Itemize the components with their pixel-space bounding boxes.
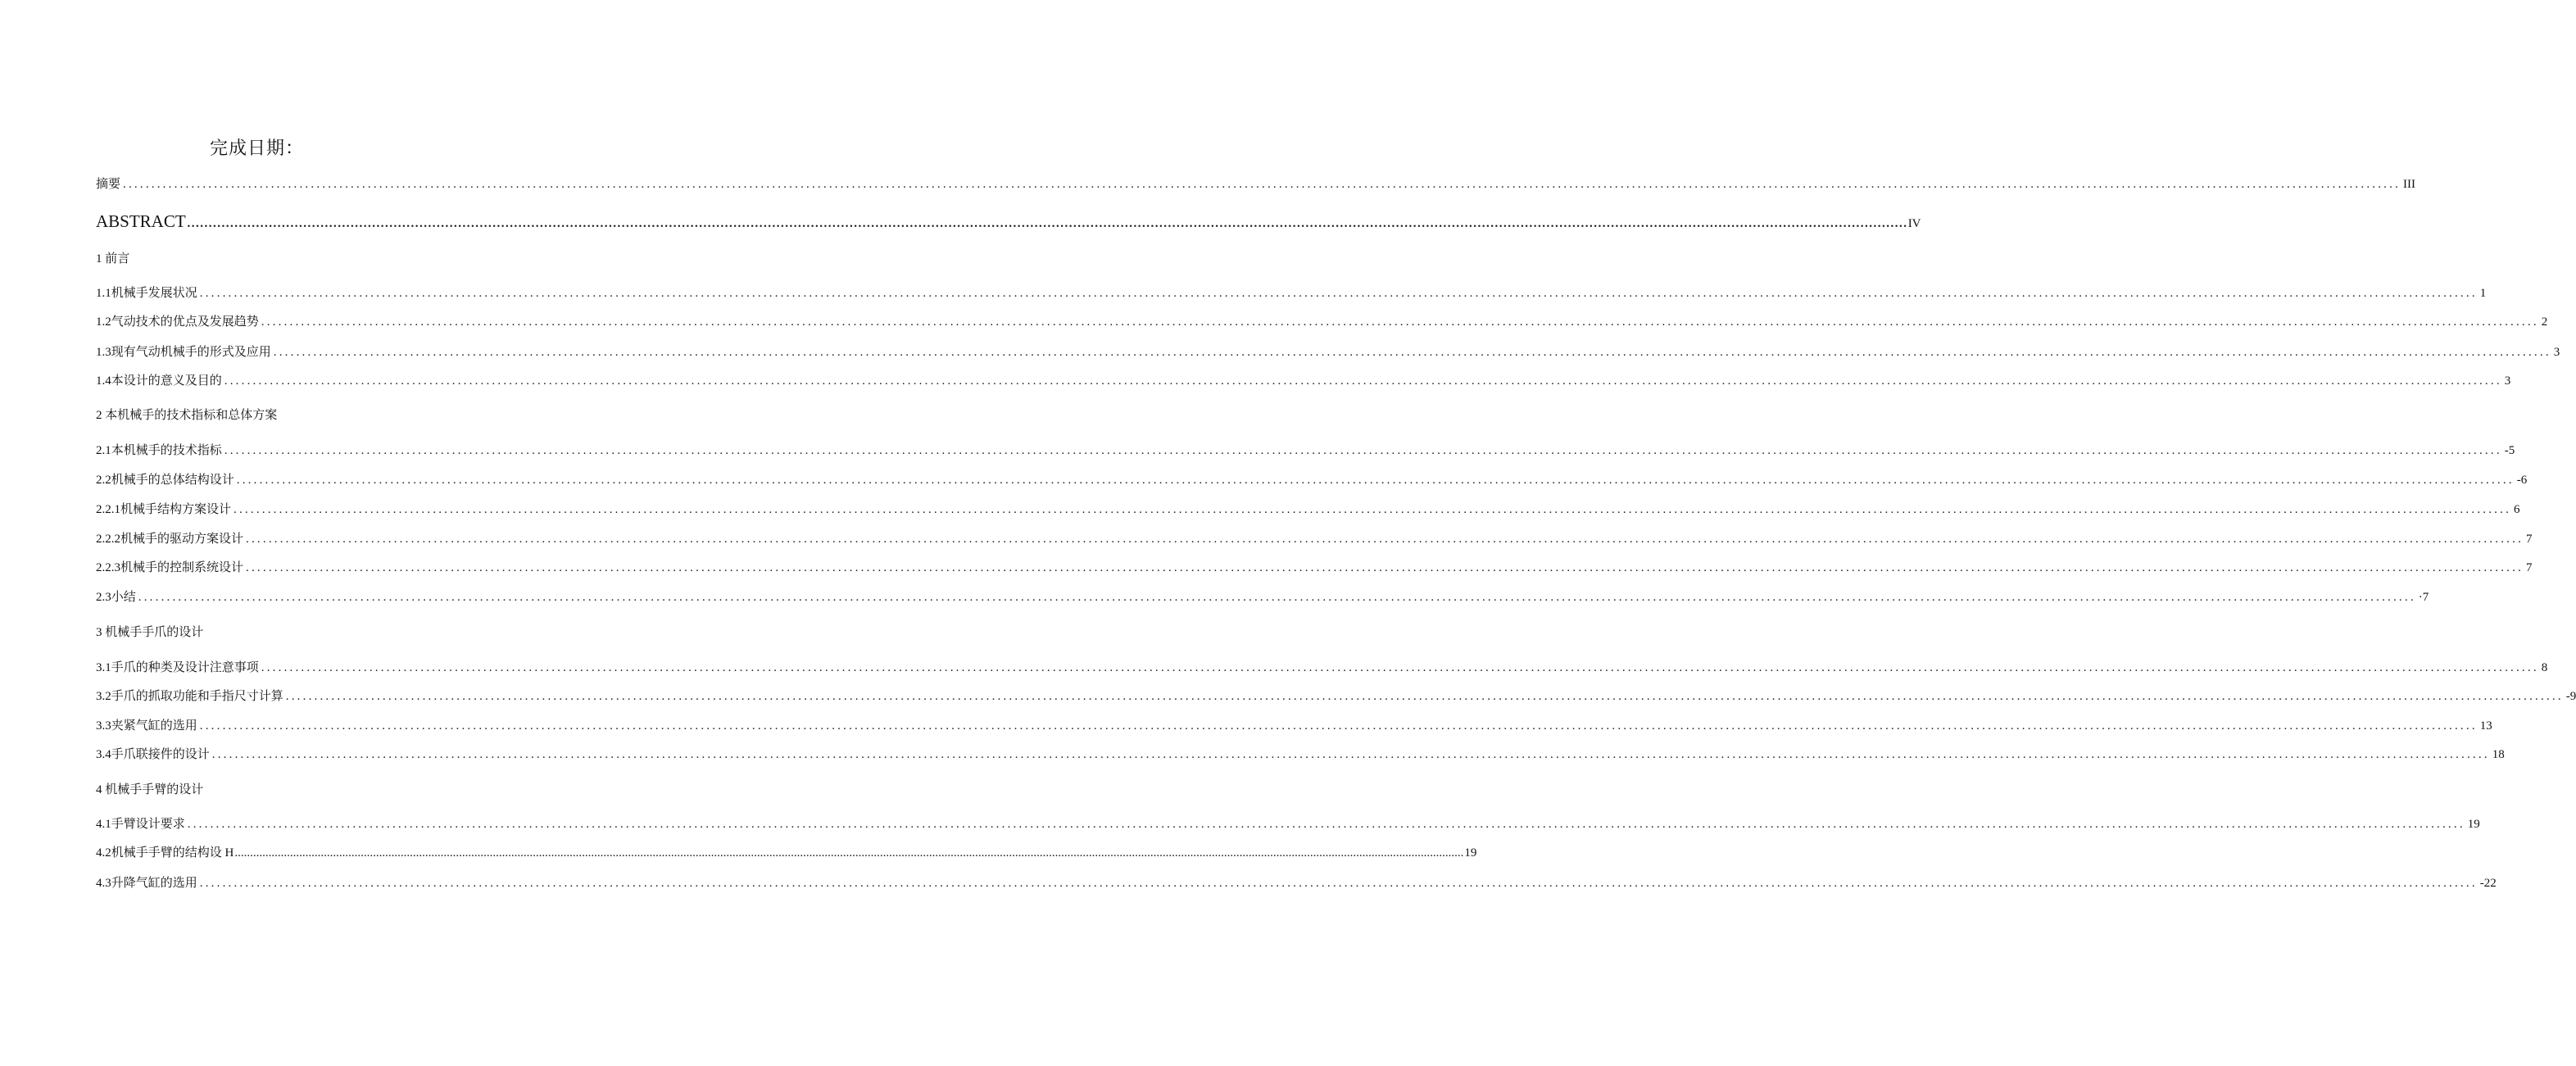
toc-page-number: -22: [2479, 877, 2497, 890]
toc-entry-number: 3.1: [96, 661, 111, 674]
toc-entry-number: 3.2: [96, 690, 111, 703]
toc-entry: [96, 344, 2560, 361]
toc-entry-title: 机械手发展状况: [111, 287, 197, 300]
toc-page-number: -5: [2504, 444, 2515, 457]
toc-entry-title: 升降气缸的选用: [111, 877, 197, 890]
toc-page-number: 13: [2479, 719, 2492, 733]
toc-entry: [96, 589, 2429, 606]
toc-entry-number: 2.2.1: [96, 503, 120, 516]
toc-entry-title: 本机械手的技术指标: [111, 444, 222, 457]
toc-entry: [96, 875, 2497, 891]
toc-dot-leader: ................................................................................................................................................................................................................................................................................................................................................................................................................: [199, 287, 2478, 300]
toc-entry-title: 手爪的抓取功能和手指尺寸计算: [111, 690, 283, 703]
toc-chapter-title: 2 本机械手的技术指标和总体方案: [96, 409, 278, 422]
toc-entry-title: 摘要: [96, 178, 121, 191]
toc-dot-leader: ................................................................................................................................................................................................................................................................................................................................................................................................................: [186, 211, 1907, 231]
toc-page-number: IV: [1907, 217, 1921, 230]
toc-entry: [96, 442, 2515, 459]
toc-entry-title: 夹紧气缸的选用: [111, 719, 197, 733]
toc-entry-title: 手爪的种类及设计注意事项: [111, 661, 259, 674]
toc-entry: [96, 176, 2416, 193]
toc-dot-leader: ................................................................................................................................................................................................................................................................................................................................................................................................................: [234, 503, 2512, 516]
toc-entry-number: 3.3: [96, 719, 111, 733]
toc-entry-number: 2.3: [96, 591, 111, 604]
toc-page-number: 3: [2553, 346, 2560, 359]
toc-dot-leader: ................................................................................................................................................................................................................................................................................................................................................................................................................: [123, 178, 2401, 191]
toc-page-number: -6: [2516, 474, 2528, 487]
toc-entry: [96, 688, 2576, 705]
toc-dot-leader: ................................................................................................................................................................................................................................................................................................................................................................................................................: [285, 690, 2564, 703]
toc-page-number: 8: [2541, 661, 2548, 674]
toc-dot-leader: ................................................................................................................................................................................................................................................................................................................................................................................................................: [211, 748, 2490, 761]
toc-entry-number: 1.3: [96, 346, 111, 359]
toc-entry: [96, 660, 2548, 676]
toc-dot-leader: ................................................................................................................................................................................................................................................................................................................................................................................................................: [246, 533, 2524, 546]
toc-page-number: 19: [2467, 818, 2480, 831]
toc-entry: [96, 211, 1921, 232]
toc-entry-number: 1.4: [96, 374, 111, 388]
toc-entry-number: 1.2: [96, 315, 111, 329]
toc-entry-title: 现有气动机械手的形式及应用: [111, 346, 271, 359]
toc-entry: [96, 501, 2520, 518]
toc-dot-leader: ................................................................................................................................................................................................................................................................................................................................................................................................................: [224, 374, 2502, 388]
toc-page-number: 2: [2541, 315, 2548, 329]
toc-chapter-heading: [96, 782, 661, 798]
toc-chapter-title: 1 前言: [96, 252, 130, 265]
toc-chapter-heading: [96, 624, 661, 641]
toc-dot-leader: ................................................................................................................................................................................................................................................................................................................................................................................................................: [199, 877, 2478, 890]
toc-entry-number: 2.2.2: [96, 533, 120, 546]
toc-entry-title: 机械手的控制系统设计: [120, 561, 244, 574]
toc-page-number: III: [2403, 178, 2416, 191]
toc-entry: [96, 718, 2492, 734]
toc-dot-leader: ................................................................................................................................................................................................................................................................................................................................................................................................................: [246, 561, 2524, 574]
toc-page-number: 7: [2526, 533, 2533, 546]
toc-entry-number: 1.1: [96, 287, 111, 300]
toc-dot-leader: ................................................................................................................................................................................................................................................................................................................................................................................................................: [273, 346, 2551, 359]
toc-page-number: ·7: [2418, 591, 2429, 604]
toc-dot-leader: ................................................................................................................................................................................................................................................................................................................................................................................................................: [224, 444, 2502, 457]
toc-entry: [96, 531, 2533, 547]
toc-dot-leader: ................................................................................................................................................................................................................................................................................................................................................................................................................: [234, 846, 1464, 860]
toc-chapter-title: 3 机械手手爪的设计: [96, 626, 204, 639]
toc-entry-number: 3.4: [96, 748, 111, 761]
toc-entry-title: 机械手的驱动方案设计: [120, 533, 244, 546]
toc-dot-leader: ................................................................................................................................................................................................................................................................................................................................................................................................................: [261, 315, 2539, 329]
toc-entry-number: 4.2: [96, 846, 111, 860]
toc-entry-number: 2.2.3: [96, 561, 120, 574]
toc-entry: [96, 314, 2548, 330]
toc-entry-title: 气动技术的优点及发展趋势: [111, 315, 259, 329]
toc-page-number: 7: [2526, 561, 2533, 574]
toc-entry-title: 机械手的总体结构设计: [111, 474, 234, 487]
toc-entry-title: 手臂设计要求: [111, 818, 185, 831]
toc-entry-title: 机械手结构方案设计: [120, 503, 232, 516]
toc-page-number: 3: [2504, 374, 2511, 388]
toc-entry: [96, 373, 2511, 389]
toc-entry-number: 4.3: [96, 877, 111, 890]
toc-entry-title: 机械手手臂的结构设 H: [111, 846, 234, 860]
toc-entry-number: 2.2: [96, 474, 111, 487]
toc-chapter-heading: [96, 251, 661, 267]
toc-entry-title: 小结: [111, 591, 136, 604]
toc-entry-number: 4.1: [96, 818, 111, 831]
toc-entry: [96, 285, 2487, 302]
toc-entry: [96, 845, 1477, 861]
toc-dot-leader: ................................................................................................................................................................................................................................................................................................................................................................................................................: [199, 719, 2478, 733]
toc-dot-leader: ................................................................................................................................................................................................................................................................................................................................................................................................................: [261, 661, 2539, 674]
completion-date-heading: 完成日期：: [210, 138, 305, 158]
toc-page-number: 1: [2479, 287, 2487, 300]
toc-entry-number: 2.1: [96, 444, 111, 457]
toc-entry-title: 本设计的意义及目的: [111, 374, 222, 388]
toc-entry-title: ABSTRACT: [96, 211, 186, 231]
toc-entry: [96, 560, 2533, 576]
toc-page-number: -9: [2565, 690, 2576, 703]
toc-dot-leader: ................................................................................................................................................................................................................................................................................................................................................................................................................: [236, 474, 2515, 487]
toc-page-number: 18: [2492, 748, 2505, 761]
toc-entry: [96, 746, 2505, 763]
toc-chapter-title: 4 机械手手臂的设计: [96, 783, 204, 796]
toc-chapter-heading: [96, 407, 661, 424]
toc-dot-leader: ................................................................................................................................................................................................................................................................................................................................................................................................................: [187, 818, 2465, 831]
toc-entry-title: 手爪联接件的设计: [111, 748, 210, 761]
toc-entry: [96, 472, 2528, 488]
toc-entry: [96, 816, 2480, 832]
toc-page-number: 6: [2514, 503, 2520, 516]
toc-dot-leader: ................................................................................................................................................................................................................................................................................................................................................................................................................: [138, 591, 2416, 604]
toc-page-number: 19: [1464, 846, 1477, 860]
